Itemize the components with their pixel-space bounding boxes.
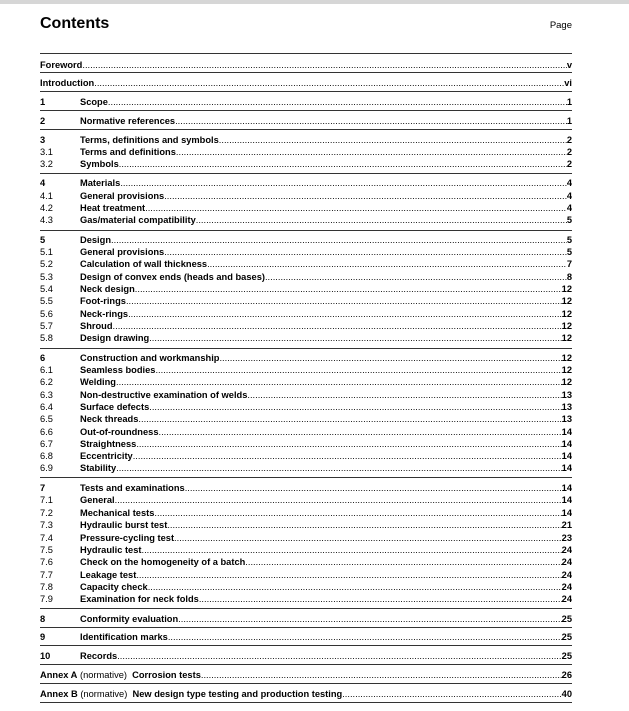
dot-leader: [164, 190, 567, 202]
toc-entry[interactable]: [40, 202, 572, 214]
toc-entry-title: Hydraulic test: [80, 545, 142, 555]
toc-entry-title: General provisions: [80, 247, 165, 257]
toc-entry-page: 40: [561, 689, 572, 699]
toc-entry[interactable]: [40, 650, 572, 662]
toc-entry-number: 7.5: [40, 545, 53, 555]
toc-entry[interactable]: [40, 332, 572, 344]
toc-entry-page: 2: [566, 147, 572, 157]
toc-entry[interactable]: [40, 482, 572, 494]
toc-entry[interactable]: [40, 544, 572, 556]
toc-entry-page: 14: [561, 451, 572, 461]
toc-entry-number: 5.7: [40, 321, 53, 331]
dot-leader: [135, 283, 562, 295]
toc-entry-page: 4: [566, 178, 572, 188]
toc-entry[interactable]: [40, 77, 572, 89]
toc-entry-page: 14: [561, 508, 572, 518]
toc-entry-number: 5.6: [40, 309, 53, 319]
toc-entry[interactable]: [40, 389, 572, 401]
dot-leader: [168, 631, 562, 643]
section-divider: [40, 230, 572, 231]
toc-entry[interactable]: [40, 519, 572, 531]
toc-entry-number: 5.5: [40, 296, 53, 306]
toc-entry[interactable]: [40, 59, 572, 71]
toc-entry-number: 3: [40, 135, 46, 145]
toc-entry-number: 5: [40, 235, 46, 245]
toc-entry-page: 1: [566, 97, 572, 107]
toc-entry[interactable]: [40, 190, 572, 202]
dot-leader: [138, 413, 561, 425]
section-divider: [40, 608, 572, 609]
toc-entry-page: 1: [566, 116, 572, 126]
toc-entry-number: 7.1: [40, 495, 53, 505]
toc-entry-title: Conformity evaluation: [80, 614, 179, 624]
toc-entry-title: Identification marks: [80, 632, 168, 642]
toc-entry-number: 6.4: [40, 402, 53, 412]
toc-entry-title: Stability: [80, 463, 117, 473]
dot-leader: [174, 532, 562, 544]
dot-leader: [126, 295, 562, 307]
toc-entry-page: 24: [561, 594, 572, 604]
dot-leader: [136, 569, 561, 581]
toc-entry[interactable]: [40, 258, 572, 270]
toc-entry-title: Check on the homogeneity of a batch: [80, 557, 246, 567]
toc-entry-title: Foot-rings: [80, 296, 126, 306]
section-divider: [40, 173, 572, 174]
toc-entry-title: Calculation of wall thickness: [80, 259, 208, 269]
toc-entry-title: Heat treatment: [80, 203, 146, 213]
dot-leader: [145, 202, 567, 214]
section-divider: [40, 477, 572, 478]
toc-entry[interactable]: [40, 532, 572, 544]
dot-leader: [219, 134, 567, 146]
toc-entry-title: Foreword: [40, 60, 83, 70]
toc-entry[interactable]: [40, 556, 572, 568]
toc-entry[interactable]: [40, 569, 572, 581]
toc-entry-page: 8: [566, 272, 572, 282]
toc-entry-number: 7.6: [40, 557, 53, 567]
toc-entry-title: General: [80, 495, 115, 505]
annex-kind: (normative): [79, 670, 127, 680]
toc-entry[interactable]: [40, 295, 572, 307]
toc-entry-title: Records: [80, 651, 118, 661]
toc-entry[interactable]: [40, 450, 572, 462]
toc-entry[interactable]: [40, 246, 572, 258]
toc-entry-number: 6.8: [40, 451, 53, 461]
toc-entry[interactable]: [40, 283, 572, 295]
toc-entry-title: Gas/material compatibility: [80, 215, 196, 225]
toc-entry-number: 5.2: [40, 259, 53, 269]
toc-entry-title: General provisions: [80, 191, 165, 201]
toc-entry-page: 5: [566, 247, 572, 257]
dot-leader: [219, 352, 561, 364]
toc-entry-title: Non-destructive examination of welds: [80, 390, 248, 400]
dot-leader: [342, 688, 561, 700]
dot-leader: [155, 364, 561, 376]
dot-leader: [164, 246, 567, 258]
toc-entry-page: 12: [561, 377, 572, 387]
toc-entry[interactable]: [40, 581, 572, 593]
toc-entry[interactable]: [40, 438, 572, 450]
toc-entry-page: 14: [561, 463, 572, 473]
toc-entry-page: 24: [561, 582, 572, 592]
toc-entry-title: Eccentricity: [80, 451, 133, 461]
dot-leader: [159, 426, 562, 438]
section-divider: [40, 53, 572, 54]
toc-entry-number: 6.6: [40, 427, 53, 437]
toc-entry-number: 5.8: [40, 333, 53, 343]
toc-entry-number: 9: [40, 632, 46, 642]
toc-entry[interactable]: [40, 462, 572, 474]
dot-leader: [115, 494, 562, 506]
toc-entry-title: Construction and workmanship: [80, 353, 220, 363]
toc-entry[interactable]: [40, 146, 572, 158]
section-divider: [40, 683, 572, 684]
toc-entry-page: 4: [566, 191, 572, 201]
toc-entry-title: Design drawing: [80, 333, 150, 343]
toc-entry-title: Shroud: [80, 321, 113, 331]
toc-entry-page: 14: [561, 495, 572, 505]
toc-entry-title: Hydraulic burst test: [80, 520, 168, 530]
toc-entry[interactable]: [40, 669, 572, 681]
toc-entry-title: Neck threads: [80, 414, 139, 424]
toc-entry-number: 7.3: [40, 520, 53, 530]
dot-leader: [207, 258, 567, 270]
toc-entry-title: Design: [80, 235, 111, 245]
toc-entry-number: 6.9: [40, 463, 53, 473]
toc-entry-title: Terms and definitions: [80, 147, 176, 157]
toc-entry-title: Neck design: [80, 284, 135, 294]
toc-entry-number: 5.3: [40, 272, 53, 282]
dot-leader: [128, 308, 562, 320]
section-divider: [40, 664, 572, 665]
toc-entry-number: 7.4: [40, 533, 53, 543]
toc-entry-title: Design of convex ends (heads and bases): [80, 272, 265, 282]
dot-leader: [245, 556, 561, 568]
toc-entry-number: 6.1: [40, 365, 53, 375]
toc-entry-page: 12: [561, 333, 572, 343]
dot-leader: [111, 234, 567, 246]
toc-entry-page: 5: [566, 215, 572, 225]
toc-entry-number: 7.9: [40, 594, 53, 604]
toc-entry-title: Symbols: [80, 159, 119, 169]
toc-entry-number: 1: [40, 97, 46, 107]
annex-label: Annex B: [40, 689, 78, 699]
toc-entry-number: 3.1: [40, 147, 53, 157]
toc-entry-page: 26: [561, 670, 572, 680]
section-divider: [40, 348, 572, 349]
dot-leader: [120, 177, 567, 189]
toc-entry-number: 5.4: [40, 284, 53, 294]
section-divider: [40, 702, 572, 703]
toc-entry-title: Normative references: [80, 116, 176, 126]
section-divider: [40, 72, 572, 73]
annex-kind: (normative): [80, 689, 128, 699]
dot-leader: [116, 376, 562, 388]
dot-leader: [176, 146, 567, 158]
toc-entry[interactable]: [40, 413, 572, 425]
toc-entry-title: Examination for neck folds: [80, 594, 199, 604]
dot-leader: [116, 462, 561, 474]
toc-entry-number: 4.2: [40, 203, 53, 213]
dot-leader: [82, 59, 566, 71]
toc-entry-title: Neck-rings: [80, 309, 129, 319]
toc-entry-title: Scope: [80, 97, 108, 107]
dot-leader: [136, 438, 561, 450]
dot-leader: [247, 389, 561, 401]
toc-entry[interactable]: [40, 214, 572, 226]
toc-entry-page: 2: [566, 159, 572, 169]
toc-entry-page: 12: [561, 309, 572, 319]
toc-entry[interactable]: [40, 494, 572, 506]
dot-leader: [149, 332, 561, 344]
toc-entry-page: 12: [561, 296, 572, 306]
toc-entry-page: 24: [561, 570, 572, 580]
dot-leader: [201, 669, 562, 681]
toc-entry-page: vi: [564, 78, 572, 88]
toc-entry-page: 4: [566, 203, 572, 213]
toc-entry[interactable]: [40, 401, 572, 413]
dot-leader: [117, 650, 561, 662]
toc-entry-page: 13: [561, 402, 572, 412]
toc-entry-title: Surface defects: [80, 402, 150, 412]
toc-entry-page: 13: [561, 390, 572, 400]
toc-entry-number: 6.5: [40, 414, 53, 424]
toc-entry-title: Welding: [80, 377, 116, 387]
contents-heading: Contents: [40, 15, 110, 32]
toc-entry-number: 7.2: [40, 508, 53, 518]
toc-entry-title: Out-of-roundness: [80, 427, 159, 437]
toc-entry-title: Terms, definitions and symbols: [80, 135, 219, 145]
toc-entry-page: 2: [566, 135, 572, 145]
toc-entry-page: 23: [561, 533, 572, 543]
toc-entry-number: 8: [40, 614, 46, 624]
dot-leader: [148, 581, 562, 593]
toc-entry-page: 12: [561, 321, 572, 331]
toc-entry-page: 12: [561, 284, 572, 294]
toc-entry-title: Tests and examinations: [80, 483, 185, 493]
toc-entry-page: 21: [561, 520, 572, 530]
toc-entry-title: New design type testing and production testing: [132, 689, 343, 699]
toc-entry-title: Seamless bodies: [80, 365, 156, 375]
toc-entry[interactable]: [40, 613, 572, 625]
toc-entry[interactable]: [40, 115, 572, 127]
dot-leader: [141, 544, 561, 556]
toc-entry[interactable]: [40, 352, 572, 364]
toc-entry-page: 12: [561, 353, 572, 363]
toc-entry[interactable]: [40, 593, 572, 605]
toc-entry-title: Leakage test: [80, 570, 137, 580]
page-column-label: Page: [549, 20, 572, 31]
toc-entry[interactable]: [40, 308, 572, 320]
dot-leader: [167, 519, 561, 531]
toc-entry-number: 6.3: [40, 390, 53, 400]
toc-entry-number: 2: [40, 116, 46, 126]
toc-entry[interactable]: [40, 177, 572, 189]
toc-entry-page: 7: [566, 259, 572, 269]
toc-entry-title: Mechanical tests: [80, 508, 155, 518]
dot-leader: [265, 271, 567, 283]
toc-entry-number: 7.8: [40, 582, 53, 592]
dot-leader: [133, 450, 562, 462]
toc-entry[interactable]: [40, 134, 572, 146]
dot-leader: [196, 214, 567, 226]
section-divider: [40, 91, 572, 92]
toc-entry-title: Straightness: [80, 439, 137, 449]
toc-entry-page: 24: [561, 545, 572, 555]
toc-entry-page: 25: [561, 632, 572, 642]
toc-entry-number: 6.7: [40, 439, 53, 449]
toc-entry-title: Pressure-cycling test: [80, 533, 175, 543]
toc-entry-number: 10: [40, 651, 51, 661]
section-divider: [40, 645, 572, 646]
toc-entry-title: Materials: [80, 178, 121, 188]
dot-leader: [154, 507, 561, 519]
toc-entry-number: 7: [40, 483, 46, 493]
toc-entry[interactable]: [40, 376, 572, 388]
toc-entry-number: 3.2: [40, 159, 53, 169]
toc-entry-number: 6: [40, 353, 46, 363]
toc-entry-page: 25: [561, 651, 572, 661]
toc-entry[interactable]: [40, 364, 572, 376]
dot-leader: [108, 96, 567, 108]
toc-entry-page: 14: [561, 483, 572, 493]
toc-entry-page: 24: [561, 557, 572, 567]
toc-entry-number: 4: [40, 178, 46, 188]
toc-entry[interactable]: [40, 158, 572, 170]
toc-entry-page: v: [566, 60, 572, 70]
toc-entry[interactable]: [40, 631, 572, 643]
toc-entry-title: Introduction: [40, 78, 95, 88]
dot-leader: [113, 320, 562, 332]
toc-entry-number: 5.1: [40, 247, 53, 257]
dot-leader: [178, 613, 562, 625]
toc-entry-page: 12: [561, 365, 572, 375]
toc-entry-page: 14: [561, 439, 572, 449]
toc-entry[interactable]: [40, 234, 572, 246]
dot-leader: [199, 593, 562, 605]
page-top-border: [0, 0, 629, 4]
toc-entry-page: 5: [566, 235, 572, 245]
toc-entry[interactable]: [40, 688, 572, 700]
toc-entry-number: 7.7: [40, 570, 53, 580]
section-divider: [40, 627, 572, 628]
toc-entry[interactable]: [40, 320, 572, 332]
section-divider: [40, 129, 572, 130]
dot-leader: [149, 401, 561, 413]
dot-leader: [185, 482, 562, 494]
toc-entry-page: 25: [561, 614, 572, 624]
dot-leader: [175, 115, 567, 127]
toc-entry-number: 4.1: [40, 191, 53, 201]
toc-entry[interactable]: [40, 426, 572, 438]
toc-entry[interactable]: [40, 96, 572, 108]
toc-entry[interactable]: [40, 507, 572, 519]
toc-entry-title: Capacity check: [80, 582, 148, 592]
toc-entry-page: 14: [561, 427, 572, 437]
dot-leader: [119, 158, 567, 170]
annex-label: Annex A: [40, 670, 78, 680]
toc-entry-number: 4.3: [40, 215, 53, 225]
toc-entry-number: 6.2: [40, 377, 53, 387]
dot-leader: [94, 77, 564, 89]
toc-entry[interactable]: [40, 271, 572, 283]
section-divider: [40, 110, 572, 111]
toc-entry-page: 13: [561, 414, 572, 424]
toc-entry-title: Corrosion tests: [132, 670, 201, 680]
